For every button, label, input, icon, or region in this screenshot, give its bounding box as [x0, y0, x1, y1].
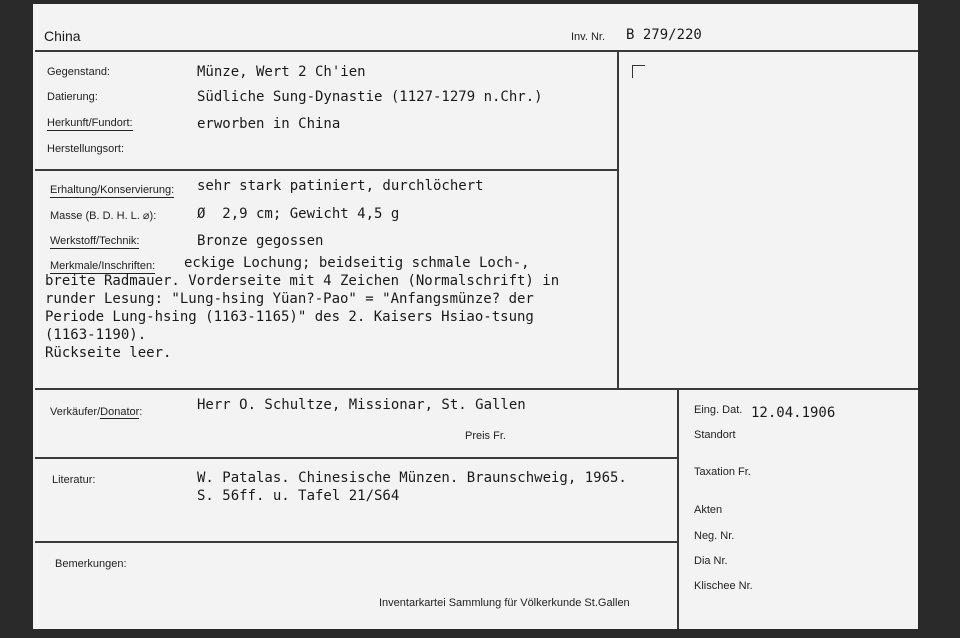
divider-middle [35, 388, 918, 390]
klischee-nr-label: Klischee Nr. [694, 580, 753, 592]
merkmale-line: runder Lesung: "Lung-hsing Yüan?-Pao" = "Anfangsmünze? der [45, 291, 534, 307]
divider-vertical-upper [617, 50, 619, 390]
inv-nr-value: B 279/220 [626, 27, 702, 43]
datierung-label: Datierung: [47, 91, 98, 103]
eing-dat-value: 12.04.1906 [751, 405, 836, 421]
masse-label: Masse (B. D. H. L. ⌀): [50, 210, 157, 222]
dia-nr-label: Dia Nr. [694, 555, 728, 567]
eing-dat-label: Eing. Dat. [694, 404, 743, 416]
werkstoff-value: Bronze gegossen [197, 233, 324, 249]
standort-label: Standort [694, 429, 736, 441]
herkunft-value: erworben in China [197, 116, 341, 132]
merkmale-line: Periode Lung-hsing (1163-1165)" des 2. Kaisers Hsiao-tsung [45, 309, 534, 325]
taxation-label: Taxation Fr. [694, 466, 751, 478]
merkmale-line: Rückseite leer. [45, 345, 172, 361]
gegenstand-value: Münze, Wert 2 Ch'ien [197, 64, 366, 80]
divider-object-condition [35, 169, 618, 171]
herkunft-label: Herkunft/Fundort: [47, 117, 133, 129]
merkmale-label: Merkmale/Inschriften: [50, 260, 156, 272]
akten-label: Akten [694, 504, 723, 516]
datierung-value: Südliche Sung-Dynastie (1127-1279 n.Chr.) [197, 89, 543, 105]
herstellungsort-label: Herstellungsort: [47, 143, 125, 155]
card-footer: Inventarkartei Sammlung für Völkerkunde St.Gallen [379, 597, 630, 609]
divider-literature-remarks [35, 541, 678, 543]
masse-value: Ø 2,9 cm; Gewicht 4,5 g [197, 206, 400, 222]
bemerkungen-label: Bemerkungen: [55, 558, 127, 570]
corner-mark [632, 65, 645, 78]
verkaeufer-label: Verkäufer/Donator: [50, 406, 143, 418]
preis-label: Preis Fr. [465, 430, 506, 442]
neg-nr-label: Neg. Nr. [694, 530, 735, 542]
werkstoff-label: Werkstoff/Technik: [50, 235, 140, 247]
literatur-line: S. 56ff. u. Tafel 21/S64 [197, 488, 400, 504]
verkaeufer-value: Herr O. Schultze, Missionar, St. Gallen [197, 397, 526, 413]
merkmale-line: breite Radmauer. Vorderseite mit 4 Zeichen (Normalschrift) in [45, 273, 560, 289]
literatur-label: Literatur: [52, 474, 96, 486]
merkmale-line: (1163-1190). [45, 327, 147, 343]
erhaltung-value: sehr stark patiniert, durchlöchert [197, 178, 484, 194]
gegenstand-label: Gegenstand: [47, 66, 110, 78]
erhaltung-label: Erhaltung/Konservierung: [50, 184, 175, 196]
divider-top [35, 50, 918, 52]
country-heading: China [44, 28, 81, 44]
divider-seller-literature [35, 457, 678, 459]
literatur-line: W. Patalas. Chinesische Münzen. Braunschweig, 1965. [197, 470, 627, 486]
divider-vertical-lower [677, 388, 679, 629]
inv-nr-label: Inv. Nr. [571, 31, 606, 43]
merkmale-line: eckige Lochung; beidseitig schmale Loch-, [184, 255, 530, 271]
